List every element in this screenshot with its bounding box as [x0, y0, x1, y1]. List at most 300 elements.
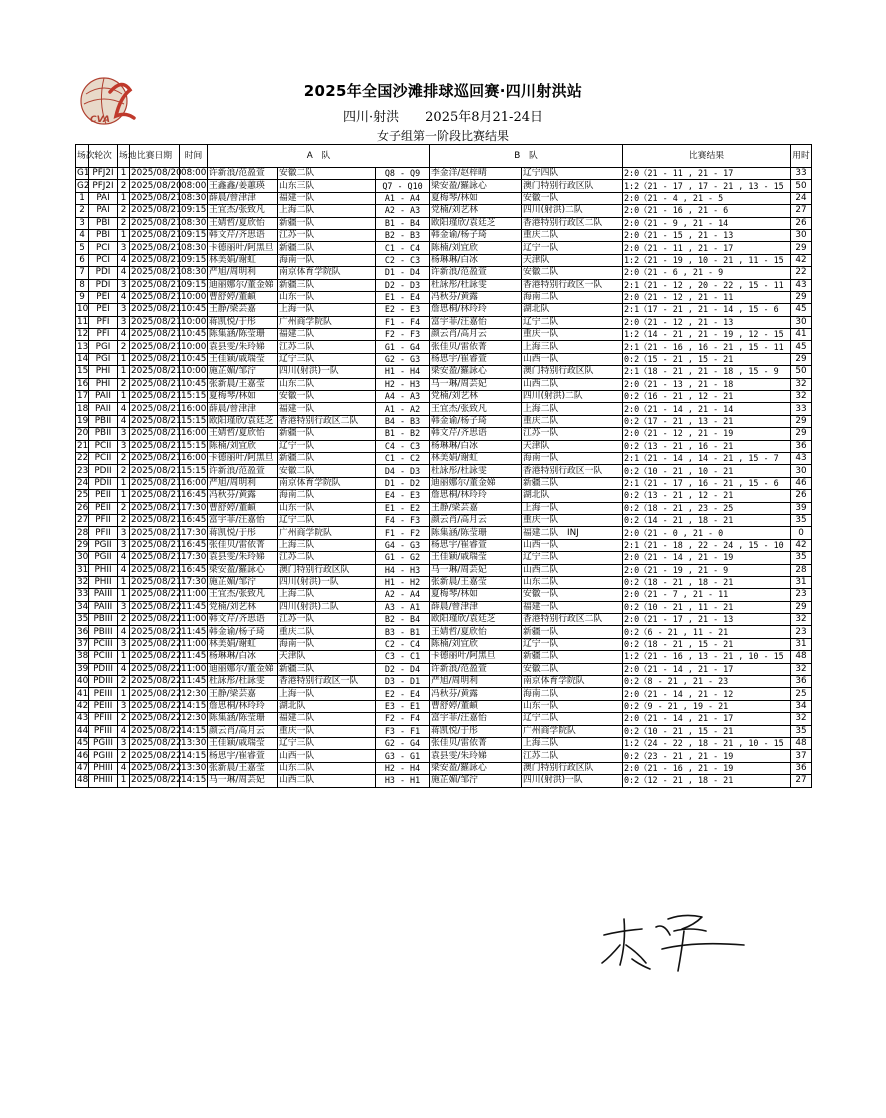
team-b-name: 山西一队 — [522, 539, 623, 551]
court: 4 — [118, 415, 130, 427]
table-row — [76, 626, 812, 638]
team-b-players: 韩文芹/齐思语 — [430, 428, 522, 440]
team-a-players: 张佳贝/雷依菁 — [208, 539, 278, 551]
match-number: 9 — [76, 291, 89, 303]
match-date: 2025/08/21 — [131, 267, 182, 278]
team-b-players: 韩金谕/杨子琦 — [430, 229, 522, 241]
match-time: 14:15 — [181, 775, 207, 786]
table-header-row — [76, 145, 812, 168]
team-a-players: 富宇菲/汪嘉怡 — [208, 514, 278, 526]
match-date: 2025/08/22 — [131, 725, 182, 736]
match-number: 12 — [77, 329, 89, 340]
match-result: 2:0（21 - 13 , 21 - 18 — [623, 378, 791, 390]
team-a-players: 王静/梁芸嘉 — [208, 688, 278, 700]
team-b-name: 湖北队 — [522, 304, 623, 316]
court: 3 — [118, 539, 130, 551]
table-row — [76, 229, 812, 241]
matchup-code: A4 - A3 — [376, 391, 430, 403]
team-b-players: 杨琳琳/白冰 — [430, 254, 522, 266]
team-b-players: 党楠/刘艺林 — [430, 391, 522, 403]
table-row — [76, 676, 812, 688]
team-a-name: 上海三队 — [278, 539, 376, 551]
match-duration: 32 — [791, 378, 812, 390]
round: PFII — [89, 514, 118, 526]
match-time: 11:45 — [181, 626, 207, 637]
team-b-name: 山东一队 — [522, 700, 623, 712]
team-a-players: 卡德丽叶/阿黑旦 — [208, 242, 278, 254]
court: 1 — [118, 775, 130, 787]
team-b-name: 上海三队 — [522, 341, 623, 353]
team-b-players: 王静/梁芸嘉 — [430, 502, 522, 514]
round: PFJ2I — [89, 168, 118, 180]
court: 2 — [118, 514, 130, 526]
team-b-players: 欧阳瑾欣/袁廷芝 — [430, 614, 522, 626]
match-date: 2025/08/21 — [131, 254, 182, 265]
round: PBIII — [89, 626, 118, 638]
team-a-name: 上海一队 — [278, 304, 376, 316]
team-b-players: 李金洋/赵梓晴 — [430, 168, 522, 180]
court: 2 — [118, 750, 130, 762]
table-row — [76, 490, 812, 502]
table-row — [76, 254, 812, 266]
team-a-players: 王佳颖/戚瑞莹 — [208, 737, 278, 749]
match-number: 3 — [76, 217, 89, 229]
handwritten-signature — [598, 905, 748, 977]
match-result: 0:2（17 - 21 , 13 - 21 — [623, 415, 791, 427]
match-duration: 43 — [791, 279, 812, 291]
team-b-name: 新疆三队 — [522, 477, 623, 489]
matchup-code: D1 - D4 — [376, 267, 430, 279]
table-row — [76, 329, 812, 341]
matchup-code: H2 - H3 — [376, 378, 430, 390]
team-a-name: 山西一队 — [278, 750, 376, 762]
match-number: 8 — [76, 279, 89, 291]
team-b-name: 重庆二队 — [522, 415, 623, 427]
match-date: 2025/08/22 — [131, 676, 182, 687]
match-result: 2:0（21 - 19 , 21 - 9 — [623, 564, 791, 576]
table-row — [76, 638, 812, 650]
match-date: 2025/08/21 — [131, 192, 182, 203]
table-row — [76, 291, 812, 303]
team-b-players: 许新浪/范盈萱 — [430, 267, 522, 279]
match-number: 23 — [77, 465, 89, 476]
match-result: 2:0（21 - 9 , 21 - 14 — [623, 217, 791, 229]
team-a-name: 香港特别行政区一队 — [278, 676, 376, 688]
team-a-players: 颜云肖/高月云 — [208, 725, 278, 737]
team-a-name: 香港特别行政区二队 — [278, 415, 376, 427]
table-row — [76, 391, 812, 403]
team-a-name: 福建二队 — [278, 329, 376, 341]
match-duration: 33 — [791, 168, 812, 180]
match-date: 2025/08/22 — [131, 589, 182, 600]
match-date: 2025/08/22 — [131, 713, 182, 724]
team-b-name: 福建二队 INJ — [522, 527, 623, 539]
team-a-name: 南京体育学院队 — [278, 267, 376, 279]
team-a-name: 澳门特别行政区队 — [278, 564, 376, 576]
team-a-name: 山东三队 — [278, 180, 376, 192]
match-date: 2025/08/21 — [131, 354, 182, 365]
table-row — [76, 688, 812, 700]
round: PBI — [89, 217, 118, 229]
round: PEI — [89, 291, 118, 303]
round: PHIII — [89, 775, 118, 787]
team-b-name: 香港特别行政区一队 — [522, 465, 623, 477]
team-a-name: 重庆二队 — [278, 626, 376, 638]
match-time: 10:45 — [181, 378, 207, 389]
matchup-code: F3 - F1 — [376, 725, 430, 737]
match-duration: 29 — [791, 291, 812, 303]
round: PAIII — [89, 601, 118, 613]
match-date: 2025/08/21 — [131, 577, 182, 588]
match-duration: 50 — [791, 180, 812, 192]
court: 4 — [118, 403, 130, 415]
match-time: 09:15 — [181, 230, 207, 241]
match-result: 2:0（21 - 14 , 21 - 17 — [623, 663, 791, 675]
match-number: 25 — [77, 490, 89, 501]
team-a-players: 袁县雯/朱玲娣 — [208, 341, 278, 353]
team-a-players: 马一琳/周芸妃 — [208, 775, 278, 787]
team-a-players: 陈集涵/陈莹珊 — [208, 329, 278, 341]
matchup-code: A2 - A4 — [376, 589, 430, 601]
team-b-players: 夏梅琴/林如 — [430, 192, 522, 204]
team-a-name: 上海二队 — [278, 589, 376, 601]
svg-text:CVA: CVA — [90, 115, 110, 125]
team-a-players: 杨琳琳/白冰 — [208, 651, 278, 663]
match-number: 17 — [77, 391, 89, 402]
team-a-name: 江苏二队 — [278, 341, 376, 353]
match-duration: 30 — [791, 316, 812, 328]
match-duration: 25 — [791, 688, 812, 700]
table-row — [76, 552, 812, 564]
team-b-name: 澳门特别行政区队 — [522, 366, 623, 378]
team-b-players: 颜云肖/高月云 — [430, 329, 522, 341]
col-header-team-b: B 队 — [430, 145, 623, 168]
match-duration: 0 — [791, 527, 812, 539]
team-b-players: 杜詠彤/杜詠雯 — [430, 465, 522, 477]
team-b-name: 澳门特别行政区队 — [522, 762, 623, 774]
match-result: 2:0（21 - 4 , 21 - 5 — [623, 192, 791, 204]
match-duration: 29 — [791, 415, 812, 427]
match-result: 0:2（8 - 21 , 21 - 23 — [623, 676, 791, 688]
match-date: 2025/08/21 — [131, 329, 182, 340]
court: 2 — [118, 180, 130, 192]
match-number: 29 — [77, 539, 89, 550]
team-a-name: 广州商学院队 — [278, 527, 376, 539]
matchup-code: B1 - B4 — [376, 217, 430, 229]
match-result: 2:0（21 - 16 , 21 - 19 — [623, 762, 791, 774]
match-time: 11:00 — [181, 663, 207, 674]
match-date: 2025/08/22 — [131, 614, 182, 625]
match-date: 2025/08/22 — [131, 639, 182, 650]
match-date: 2025/08/21 — [131, 242, 182, 253]
team-b-name: 安徽一队 — [522, 589, 623, 601]
team-a-name: 湖北队 — [278, 700, 376, 712]
team-a-name: 天津队 — [278, 651, 376, 663]
team-b-name: 上海一队 — [522, 502, 623, 514]
team-a-players: 王宜杰/张致凡 — [208, 205, 278, 217]
team-b-players: 富宇菲/汪嘉怡 — [430, 713, 522, 725]
match-time: 11:00 — [181, 589, 207, 600]
match-number: G1 — [77, 168, 90, 179]
matchup-code: C1 - C4 — [376, 242, 430, 254]
team-a-players: 袁县雯/朱玲娣 — [208, 552, 278, 564]
match-number: 14 — [77, 354, 89, 365]
match-date: 2025/08/22 — [131, 663, 182, 674]
court: 4 — [118, 329, 130, 341]
matchup-code: E1 - E2 — [376, 502, 430, 514]
match-result: 0:2（13 - 21 , 12 - 21 — [623, 490, 791, 502]
table-row — [76, 502, 812, 514]
court: 2 — [118, 502, 130, 514]
round: PCIII — [89, 638, 118, 650]
team-a-players: 林美娟/谢虹 — [208, 254, 278, 266]
match-duration: 27 — [791, 205, 812, 217]
team-b-players: 杨琳琳/白冰 — [430, 440, 522, 452]
matchup-code: D2 - D4 — [376, 663, 430, 675]
round: PBII — [89, 415, 118, 427]
table-row — [76, 403, 812, 415]
team-a-players: 王婧哲/夏欣怡 — [208, 217, 278, 229]
match-result: 0:2（18 - 21 , 15 - 21 — [623, 638, 791, 650]
table-row — [76, 168, 812, 180]
matchup-code: G1 - G4 — [376, 341, 430, 353]
round: PEII — [89, 502, 118, 514]
round: PHII — [89, 564, 118, 576]
match-result: 0:2（10 - 21 , 10 - 21 — [623, 465, 791, 477]
match-date: 2025/08/22 — [131, 738, 182, 749]
match-date: 2025/08/21 — [131, 564, 182, 575]
matchup-code: C4 - C3 — [376, 440, 430, 452]
match-result: 2:1（17 - 21 , 21 - 14 , 15 - 6 — [623, 304, 791, 316]
team-b-players: 富宇菲/汪嘉怡 — [430, 316, 522, 328]
match-number: 30 — [77, 552, 89, 563]
match-number: 26 — [77, 502, 89, 513]
round: PHI — [89, 366, 118, 378]
matchup-code: A3 - A1 — [376, 601, 430, 613]
team-b-players: 杨思宇/崔睿萱 — [430, 539, 522, 551]
match-duration: 27 — [791, 775, 812, 787]
match-number: 47 — [77, 762, 89, 773]
match-time: 16:45 — [181, 515, 207, 526]
matchup-code: H2 - H4 — [376, 762, 430, 774]
match-duration: 26 — [791, 217, 812, 229]
matchup-code: B3 - B1 — [376, 626, 430, 638]
round: PGII — [89, 539, 118, 551]
match-time: 13:30 — [181, 762, 207, 773]
court: 2 — [118, 465, 130, 477]
match-duration: 23 — [791, 626, 812, 638]
round: PFIII — [89, 725, 118, 737]
match-time: 10:00 — [181, 316, 207, 327]
team-a-players: 施芷媚/邹泞 — [208, 576, 278, 588]
match-result: 0:2（18 - 21 , 18 - 21 — [623, 576, 791, 588]
match-duration: 48 — [791, 651, 812, 663]
round: PDI — [89, 279, 118, 291]
team-a-players: 张新晨/王嘉莹 — [208, 378, 278, 390]
match-duration: 32 — [791, 391, 812, 403]
matchup-code: D3 - D1 — [376, 676, 430, 688]
match-duration: 35 — [791, 514, 812, 526]
team-b-players: 杜詠彤/杜詠雯 — [430, 279, 522, 291]
team-b-name: 重庆一队 — [522, 514, 623, 526]
team-a-players: 曹舒婷/董頔 — [208, 502, 278, 514]
team-b-name: 新疆二队 — [522, 651, 623, 663]
court: 1 — [118, 192, 130, 204]
table-row — [76, 700, 812, 712]
team-b-name: 重庆二队 — [522, 229, 623, 241]
team-a-players: 陈楠/刘宜欣 — [208, 440, 278, 452]
round: PFI — [89, 329, 118, 341]
team-b-players: 詹思桐/林玲玲 — [430, 490, 522, 502]
table-row — [76, 366, 812, 378]
match-date: 2025/08/21 — [131, 391, 182, 402]
team-b-players: 王佳颖/戚瑞莹 — [430, 552, 522, 564]
matchup-code: F1 - F4 — [376, 316, 430, 328]
table-row — [76, 304, 812, 316]
team-a-players: 王鑫鑫/姜蕙瑛 — [208, 180, 278, 192]
match-number: 10 — [77, 304, 89, 315]
table-row — [76, 527, 812, 539]
team-b-players: 马一琳/周芸妃 — [430, 378, 522, 390]
team-b-name: 山西二队 — [522, 378, 623, 390]
col-header-time: 时间 — [180, 145, 208, 168]
court: 2 — [118, 676, 130, 688]
round: PCII — [89, 452, 118, 464]
match-result: 2:0（21 - 14 , 21 - 12 — [623, 688, 791, 700]
team-a-players: 梁安盈/羅詠心 — [208, 564, 278, 576]
col-header-date: 比赛日期 — [130, 145, 180, 168]
team-a-name: 四川(射洪)一队 — [278, 366, 376, 378]
match-number: 38 — [77, 651, 89, 662]
match-number: 22 — [77, 453, 89, 464]
team-b-players: 王婧哲/夏欣怡 — [430, 626, 522, 638]
court: 1 — [118, 229, 130, 241]
round: PGII — [89, 552, 118, 564]
team-a-name: 江苏二队 — [278, 552, 376, 564]
match-time: 15:15 — [181, 440, 207, 451]
round: PAIII — [89, 589, 118, 601]
match-result: 2:0（21 - 17 , 21 - 13 — [623, 614, 791, 626]
match-result: 1:2（14 - 21 , 21 - 19 , 12 - 15 — [623, 329, 791, 341]
col-header-duration: 用时 — [791, 145, 812, 168]
match-number: 43 — [77, 713, 89, 724]
match-number: 20 — [77, 428, 89, 439]
team-b-name: 湖北队 — [522, 490, 623, 502]
team-a-name: 海南一队 — [278, 638, 376, 650]
team-b-players: 陈集涵/陈莹珊 — [430, 527, 522, 539]
match-date: 2025/08/21 — [131, 205, 182, 216]
team-b-name: 辽宁一队 — [522, 638, 623, 650]
results-table — [75, 144, 812, 788]
match-number: 16 — [77, 378, 89, 389]
round: PEIII — [89, 700, 118, 712]
match-time: 11:45 — [181, 651, 207, 662]
team-b-players: 蒋凯悦/于彤 — [430, 725, 522, 737]
team-a-name: 海南一队 — [278, 254, 376, 266]
match-date: 2025/08/21 — [131, 403, 182, 414]
round: PHIII — [89, 762, 118, 774]
team-b-players: 张佳贝/雷依菁 — [430, 737, 522, 749]
match-number: 48 — [77, 775, 89, 786]
court: 3 — [118, 316, 130, 328]
matchup-code: G2 - G3 — [376, 353, 430, 365]
matchup-code: C2 - C4 — [376, 638, 430, 650]
table-row — [76, 564, 812, 576]
match-duration: 29 — [791, 601, 812, 613]
match-number: 37 — [77, 639, 89, 650]
team-a-name: 辽宁三队 — [278, 737, 376, 749]
match-duration: 28 — [791, 564, 812, 576]
table-row — [76, 192, 812, 204]
team-a-name: 四川(射洪)一队 — [278, 576, 376, 588]
team-a-players: 蒋凯悦/于彤 — [208, 527, 278, 539]
round: PEII — [89, 490, 118, 502]
match-time: 11:00 — [181, 639, 207, 650]
match-date: 2025/08/21 — [131, 230, 182, 241]
team-b-players: 林美娟/谢虹 — [430, 452, 522, 464]
court: 2 — [118, 713, 130, 725]
round: PAI — [89, 192, 118, 204]
match-date: 2025/08/21 — [131, 477, 182, 488]
team-b-name: 辽宁四队 — [522, 168, 623, 180]
team-a-name: 重庆一队 — [278, 725, 376, 737]
match-time: 11:00 — [181, 614, 207, 625]
court: 3 — [118, 527, 130, 539]
match-result: 2:0（21 - 14 , 21 - 19 — [623, 552, 791, 564]
match-time: 16:45 — [181, 490, 207, 501]
matchup-code: F4 - F3 — [376, 514, 430, 526]
match-number: 35 — [77, 614, 89, 625]
col-header-match-no: 场次 — [76, 145, 89, 168]
team-b-name: 南京体育学院队 — [522, 676, 623, 688]
table-row — [76, 205, 812, 217]
team-b-players: 陈楠/刘宜欣 — [430, 242, 522, 254]
table-row — [76, 663, 812, 675]
round: PEI — [89, 304, 118, 316]
team-b-players: 严旭/周明利 — [430, 676, 522, 688]
team-b-name: 山西一队 — [522, 353, 623, 365]
match-duration: 34 — [791, 700, 812, 712]
table-row — [76, 279, 812, 291]
match-date: 2025/08/21 — [131, 465, 182, 476]
matchup-code: Q7 - Q10 — [376, 180, 430, 192]
round: PDII — [89, 465, 118, 477]
team-a-name: 新疆二队 — [278, 452, 376, 464]
team-b-players: 许新浪/范盈萱 — [430, 663, 522, 675]
round: PGIII — [89, 737, 118, 749]
match-time: 11:45 — [181, 601, 207, 612]
team-b-players: 陈楠/刘宜欣 — [430, 638, 522, 650]
match-time: 16:00 — [181, 403, 207, 414]
match-result: 0:2（6 - 21 , 11 - 21 — [623, 626, 791, 638]
col-header-team-a: A 队 — [208, 145, 430, 168]
court: 4 — [118, 626, 130, 638]
match-result: 2:1（21 - 17 , 16 - 21 , 15 - 6 — [623, 477, 791, 489]
match-time: 10:00 — [181, 292, 207, 303]
round: PAI — [89, 205, 118, 217]
match-duration: 41 — [791, 329, 812, 341]
match-time: 10:45 — [181, 354, 207, 365]
match-result: 2:0（21 - 12 , 21 - 19 — [623, 428, 791, 440]
court: 4 — [118, 267, 130, 279]
team-b-name: 上海二队 — [522, 403, 623, 415]
match-result: 0:2（10 - 21 , 15 - 21 — [623, 725, 791, 737]
match-date: 2025/08/22 — [131, 762, 182, 773]
match-duration: 42 — [791, 539, 812, 551]
matchup-code: H1 - H4 — [376, 366, 430, 378]
match-time: 09:15 — [181, 205, 207, 216]
team-b-players: 梁安盈/羅詠心 — [430, 762, 522, 774]
